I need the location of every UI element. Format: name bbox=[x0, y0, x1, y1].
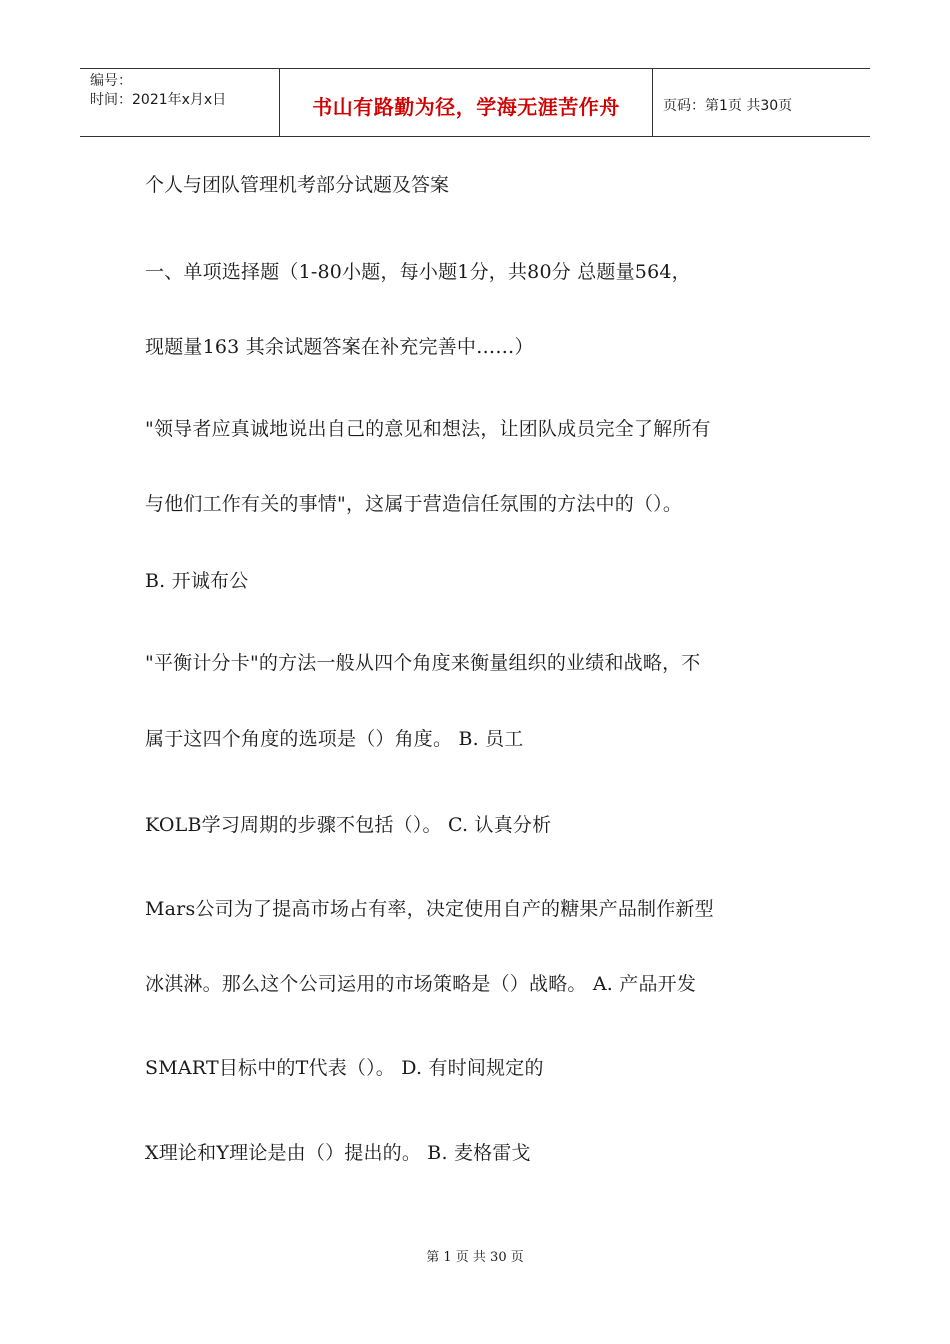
text-line: 冰淇淋。那么这个公司运用的市场策略是（）战略。 A. 产品开发 bbox=[145, 973, 697, 995]
text-line: "平衡计分卡"的方法一般从四个角度来衡量组织的业绩和战略，不 bbox=[145, 652, 701, 674]
number-label: 编号： bbox=[90, 73, 132, 89]
text-line: B. 开诚布公 bbox=[145, 570, 249, 592]
header-page-info: 页码：第1页 共30页 bbox=[663, 97, 793, 114]
text-line: 属于这四个角度的选项是（）角度。 B. 员工 bbox=[145, 728, 524, 750]
text-line: 一、单项选择题（1-80小题，每小题1分，共80分 总题量564， bbox=[145, 261, 691, 283]
document-title: 个人与团队管理机考部分试题及答案 bbox=[145, 174, 450, 196]
text-line: 与他们工作有关的事情"，这属于营造信任氛围的方法中的（）。 bbox=[145, 493, 683, 515]
page-footer: 第 1 页 共 30 页 bbox=[426, 1250, 524, 1265]
page-header bbox=[80, 68, 870, 137]
text-line: KOLB学习周期的步骤不包括（）。 C. 认真分析 bbox=[145, 814, 552, 836]
time-label: 时间：2021年x月x日 bbox=[90, 92, 227, 108]
text-line: X理论和Y理论是由（）提出的。 B. 麦格雷戈 bbox=[145, 1142, 531, 1164]
text-line: 现题量163 其余试题答案在补充完善中……） bbox=[145, 336, 534, 358]
text-line: Mars公司为了提高市场占有率，决定使用自产的糖果产品制作新型 bbox=[145, 898, 714, 920]
header-meta bbox=[80, 69, 280, 136]
text-line: SMART目标中的T代表（）。 D. 有时间规定的 bbox=[145, 1057, 544, 1079]
header-motto: 书山有路勤为径，学海无涯苦作舟 bbox=[280, 69, 653, 136]
text-line: "领导者应真诚地说出自己的意见和想法，让团队成员完全了解所有 bbox=[145, 418, 711, 440]
